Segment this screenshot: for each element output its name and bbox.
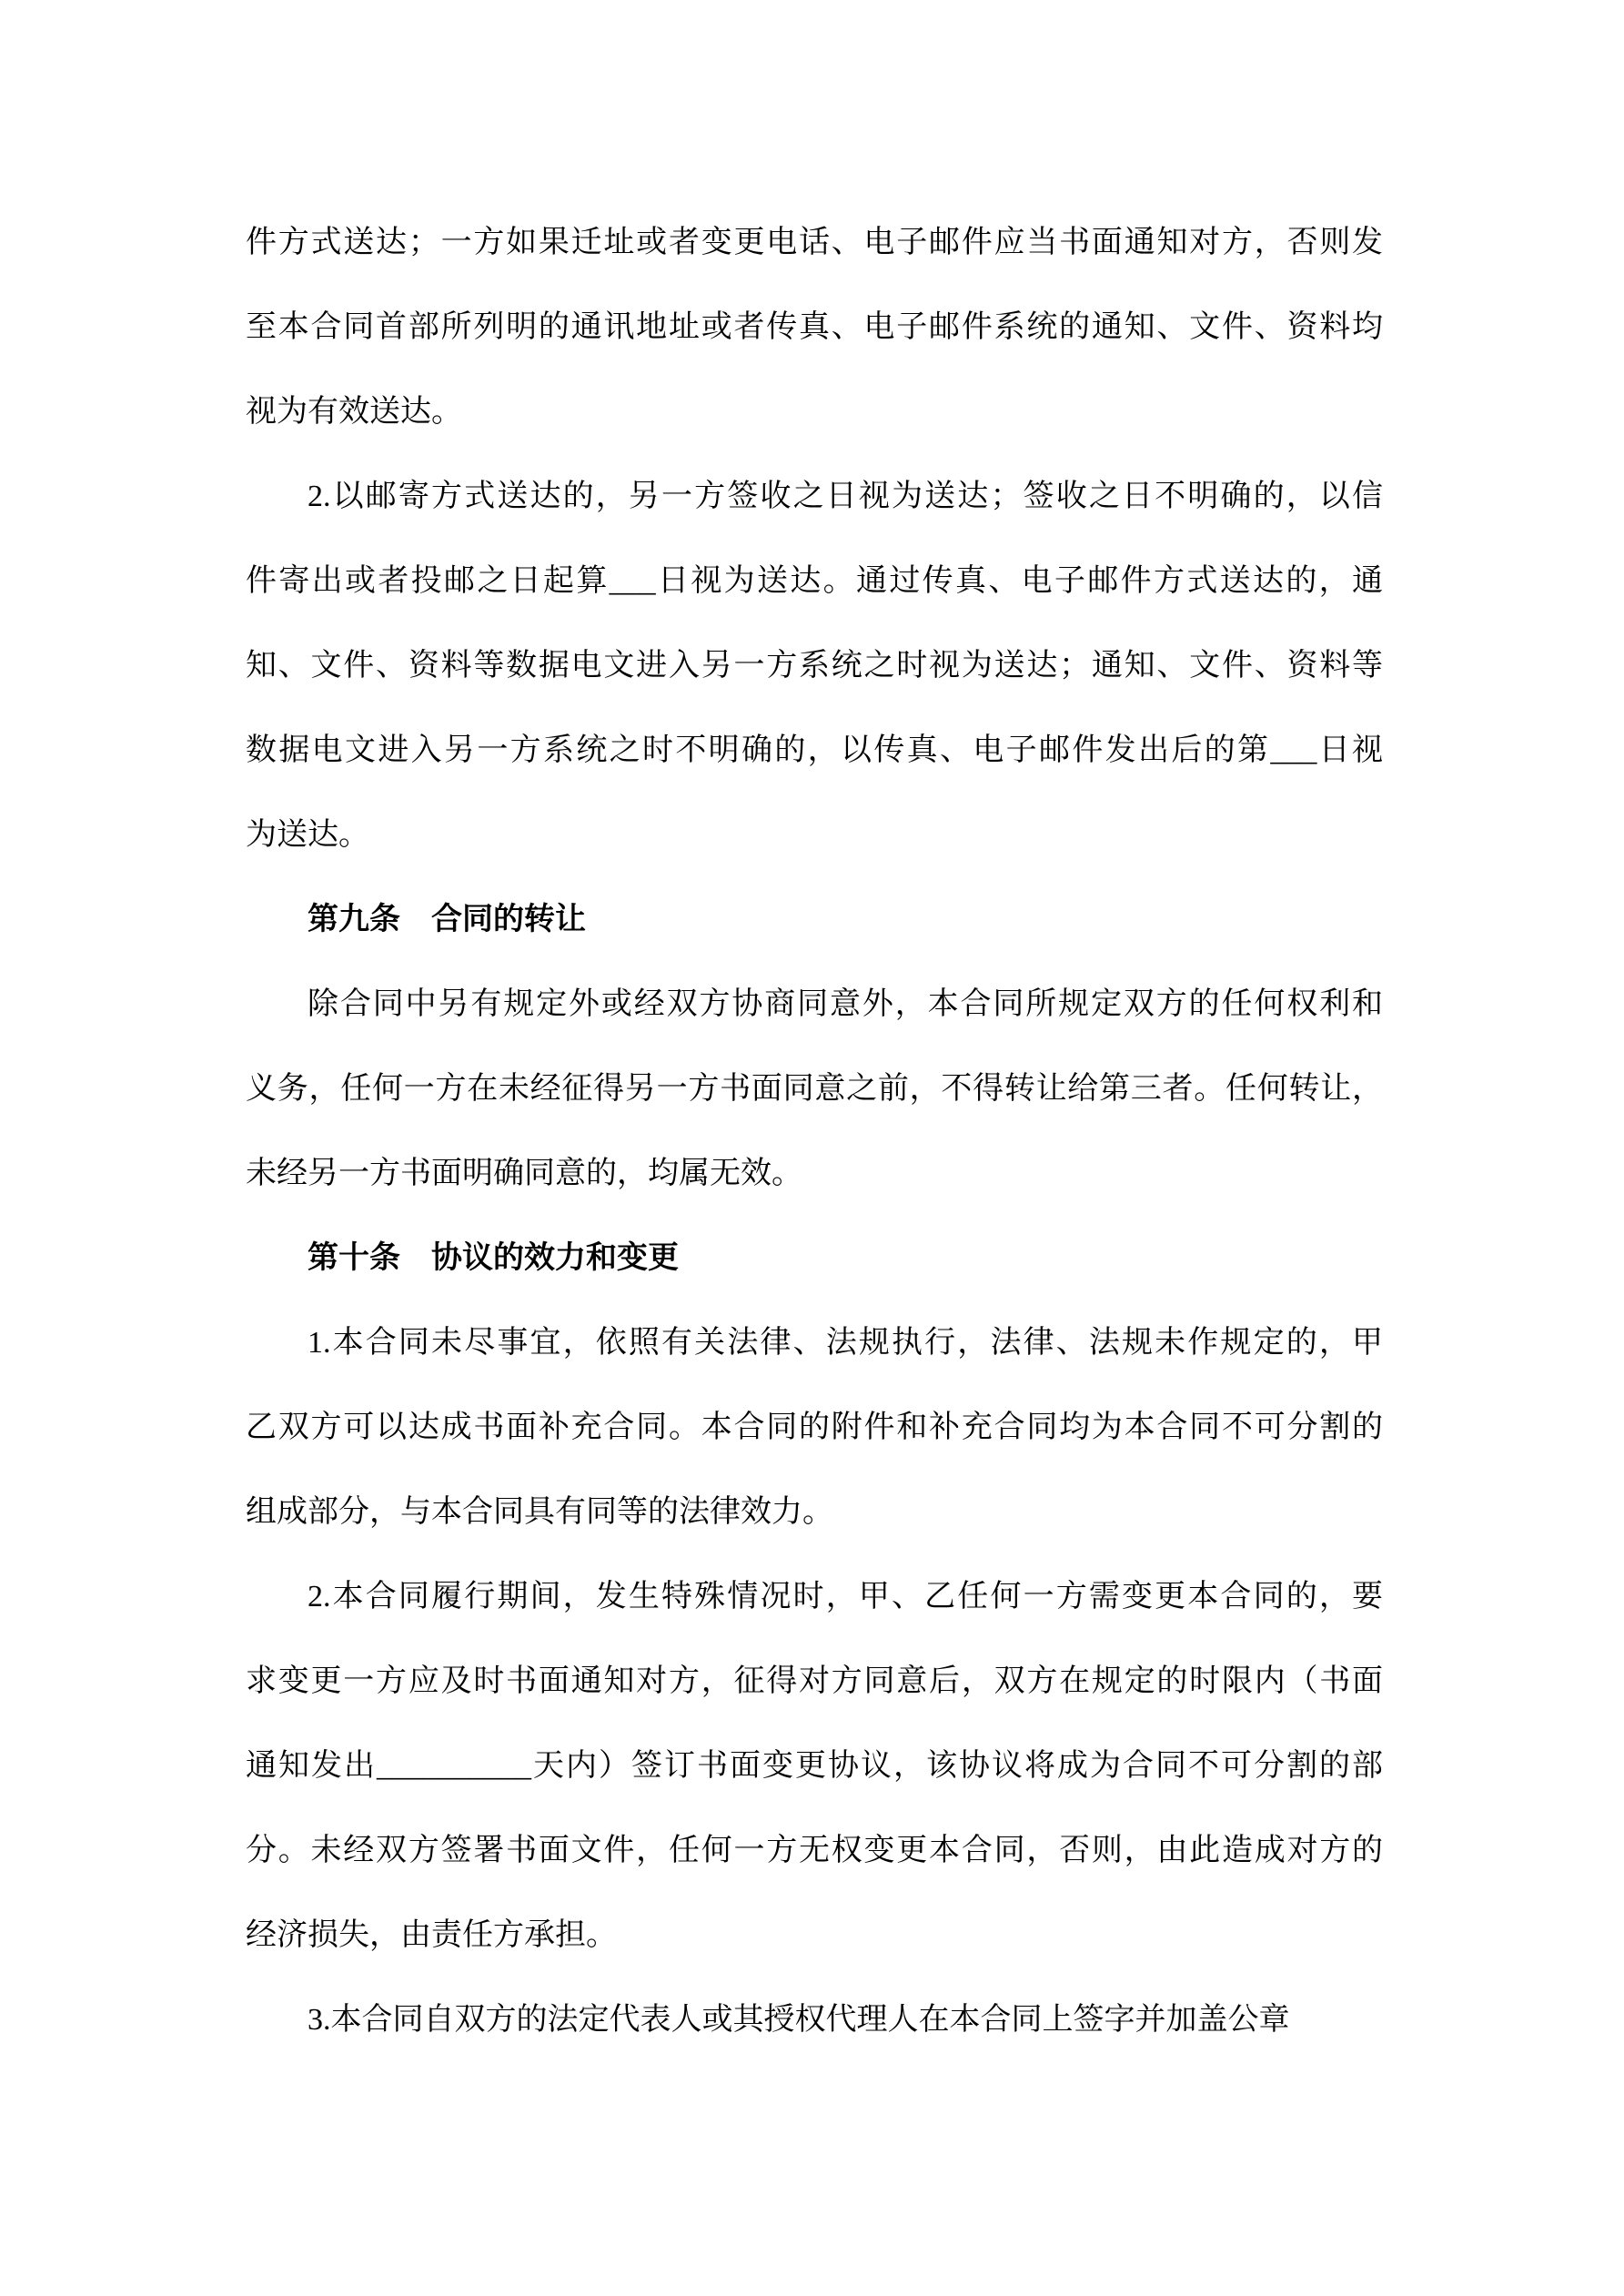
document-body bbox=[246, 200, 1383, 2062]
paragraph-line: 通知发出__________天内）签订书面变更协议，该协议将成为合同不可分割的部 bbox=[246, 1749, 1383, 1783]
paragraph-line: 3.本合同自双方的法定代表人或其授权代理人在本合同上签字并加盖公章 bbox=[308, 2003, 1290, 2037]
paragraph-line: 未经另一方书面明确同意的，均属无效。 bbox=[246, 1157, 802, 1190]
paragraph-line: 视为有效送达。 bbox=[246, 395, 462, 429]
paragraph-line: 义务，任何一方在未经征得另一方书面同意之前，不得转让给第三者。任何转让， bbox=[246, 1072, 1383, 1106]
paragraph-line: 为送达。 bbox=[246, 818, 369, 852]
section-heading: 第九条 合同的转让 bbox=[308, 903, 586, 936]
paragraph-line: 数据电文进入另一方系统之时不明确的，以传真、电子邮件发出后的第___日视 bbox=[246, 733, 1383, 767]
paragraph-line: 件方式送达；一方如果迁址或者变更电话、电子邮件应当书面通知对方，否则发 bbox=[246, 226, 1383, 259]
paragraph-line: 件寄出或者投邮之日起算___日视为送达。通过传真、电子邮件方式送达的，通 bbox=[246, 564, 1383, 598]
paragraph-line: 乙双方可以达成书面补充合同。本合同的附件和补充合同均为本合同不可分割的 bbox=[246, 1411, 1383, 1444]
section-heading: 第十条 协议的效力和变更 bbox=[308, 1241, 679, 1275]
paragraph-line: 至本合同首部所列明的通讯地址或者传真、电子邮件系统的通知、文件、资料均 bbox=[246, 310, 1383, 344]
paragraph-line: 经济损失，由责任方承担。 bbox=[246, 1918, 617, 1952]
paragraph-line: 分。未经双方签署书面文件，任何一方无权变更本合同，否则，由此造成对方的 bbox=[246, 1834, 1383, 1867]
paragraph-line: 组成部分，与本合同具有同等的法律效力。 bbox=[246, 1495, 833, 1529]
paragraph-line: 1.本合同未尽事宜，依照有关法律、法规执行，法律、法规未作规定的，甲 bbox=[308, 1326, 1383, 1360]
paragraph-line: 求变更一方应及时书面通知对方，征得对方同意后，双方在规定的时限内（书面 bbox=[246, 1664, 1383, 1698]
paragraph-line: 知、文件、资料等数据电文进入另一方系统之时视为送达；通知、文件、资料等 bbox=[246, 649, 1383, 683]
paragraph-line: 2.以邮寄方式送达的，另一方签收之日视为送达；签收之日不明确的，以信 bbox=[308, 480, 1383, 513]
paragraph-line: 除合同中另有规定外或经双方协商同意外，本合同所规定双方的任何权利和 bbox=[308, 987, 1383, 1021]
paragraph-line: 2.本合同履行期间，发生特殊情况时，甲、乙任何一方需变更本合同的，要 bbox=[308, 1580, 1383, 1613]
